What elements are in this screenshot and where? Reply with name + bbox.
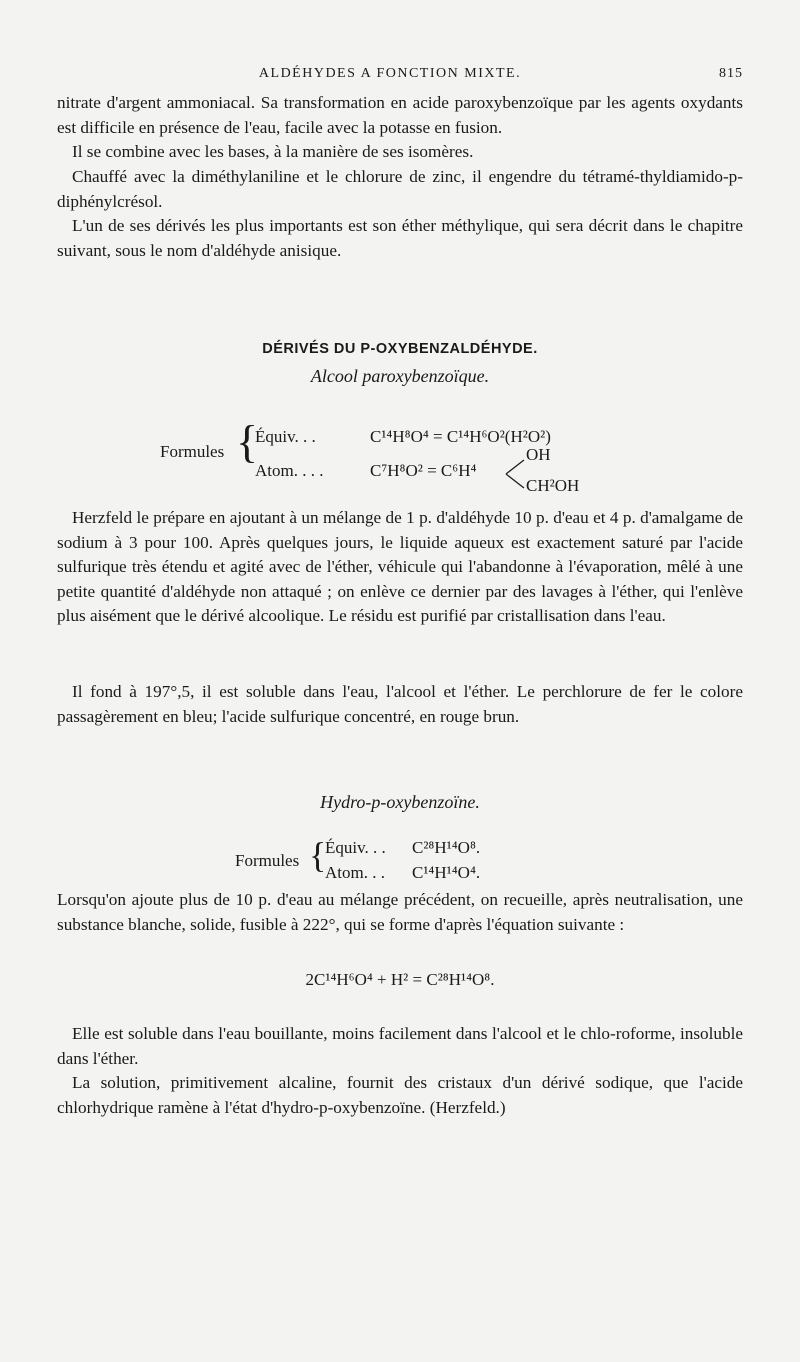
alcohol-atom-label: Atom. . . . <box>255 461 324 480</box>
paragraph-intro-2: Il se combine avec les bases, à la manière de ses isomères. <box>72 142 474 161</box>
brace-icon: { <box>236 416 259 467</box>
section-title: DÉRIVÉS DU P-OXYBENZALDÉHYDE. <box>262 341 538 357</box>
alcohol-formulas-label: Formules <box>160 442 225 461</box>
paragraph-intro-4: L'un de ses dérivés les plus importants est son éther méthylique, qui sera décrit dans le chapitre suivant, sous le nom d'aldéhyde anisique. <box>57 216 743 260</box>
paragraph-alcohol-props: Il fond à 197°,5, il est soluble dans l'eau, l'alcool et l'éther. Le perchlorure de fer le colore passagèrement en bleu; l'acide sulfurique concentré, en rouge brun. <box>57 682 743 726</box>
hydro-title: Hydro-p-oxybenzoïne. <box>320 792 480 812</box>
paragraph-alcohol-prep: Herzfeld le prépare en ajoutant à un mélange de 1 p. d'aldéhyde 10 p. d'eau et 4 p. d'amalgame de sodium à 3 pour 100. Après quelques jours, le liquide aqueux est exactement saturé par l'acide sulfurique très étendu et agité avec de l'éther, véhicule qui l'abandonne à l'évaporation, mêlé à une petite quantité d'aldéhyde non attaqué ; on enlève ce dernier par des lavages à l'éther, qui l'enlève plus aisément que le dérivé alcoolique. Le résidu est purifié par cristallisation dans l'eau. <box>57 508 743 626</box>
hydro-atom-formula: C¹⁴H¹⁴O⁴. <box>412 863 481 882</box>
running-header: ALDÉHYDES A FONCTION MIXTE. <box>258 66 522 81</box>
alcohol-equiv-formula: C¹⁴H⁸O⁴ = C¹⁴H⁶O²(H²O²) <box>370 427 551 446</box>
paragraph-solubility: Elle est soluble dans l'eau bouillante, moins facilement dans l'alcool et le chlo-roforme, insoluble dans l'éther. <box>57 1024 743 1068</box>
hydro-equiv-label: Équiv. . . <box>325 838 386 857</box>
paragraph-intro-3: Chauffé avec la diméthylaniline et le chlorure de zinc, il engendre du tétramé-thyldiamido-p-diphénylcrésol. <box>57 167 743 211</box>
branch-lines-icon <box>504 454 528 494</box>
alcohol-oh-group: OH <box>526 445 551 464</box>
alcohol-ch2oh-group: CH²OH <box>526 476 580 495</box>
brace-icon: { <box>309 835 327 875</box>
reaction-equation: 2C¹⁴H⁶O⁴ + H² = C²⁸H¹⁴O⁸. <box>305 970 495 989</box>
alcohol-atom-formula: C⁷H⁸O² = C⁶H⁴ <box>370 461 477 480</box>
hydro-atom-label: Atom. . . <box>325 863 385 882</box>
alcohol-equiv-label: Équiv. . . <box>255 427 316 446</box>
alcohol-title: Alcool paroxybenzoïque. <box>310 366 490 386</box>
paragraph-hydro: Lorsqu'on ajoute plus de 10 p. d'eau au mélange précédent, on recueille, après neutralisation, une substance blanche, solide, fusible à 222°, qui se forme d'après l'équation suivante : <box>57 890 743 934</box>
paragraph-solution: La solution, primitivement alcaline, fournit des cristaux d'un dérivé sodique, que l'acide chlorhydrique ramène à l'état d'hydro-p-oxybenzoïne. (Herzfeld.) <box>57 1073 743 1117</box>
hydro-equiv-formula: C²⁸H¹⁴O⁸. <box>412 838 481 857</box>
hydro-formulas-label: Formules <box>235 851 300 870</box>
paragraph-intro-1: nitrate d'argent ammoniacal. Sa transformation en acide paroxybenzoïque par les agents oxydants est difficile en présence de l'eau, facile avec la potasse en fusion. <box>57 93 743 137</box>
page-number: 815 <box>719 66 743 81</box>
